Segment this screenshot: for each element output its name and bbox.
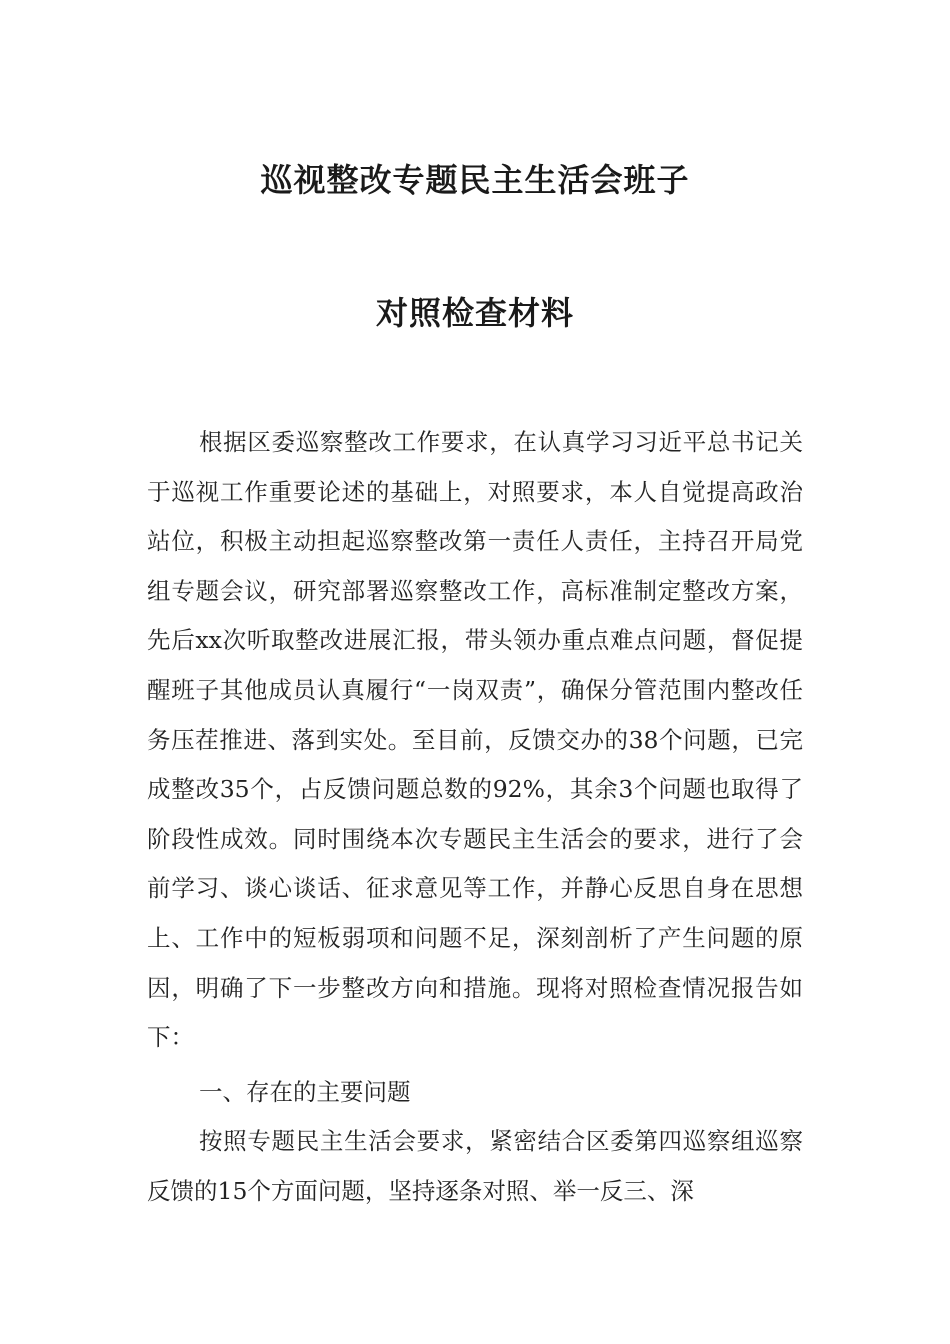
- document-title-line1: 巡视整改专题民主生活会班子: [260, 161, 690, 199]
- section-heading-problems: 一、存在的主要问题: [199, 1078, 411, 1106]
- intro-paragraph: 根据区委巡察整改工作要求，在认真学习习近平总书记关于巡视工作重要论述的基础上，对照要求，本人自觉提高政治站位，积极主动担起巡察整改第一责任人责任，主持召开局党组专题会议，研究部署巡察整改工作，高标准制定整改方案，先后xx次听取整改进展汇报，带头领办重点难点问题，督促提醒班子其他成员认真履行“一岗双责”，确保分管范围内整改任务压茬推进、落到实处。至目前，反馈交办的38个问题，已完成整改35个，占反馈问题总数的92%，其余3个问题也取得了阶段性成效。同时围绕本次专题民主生活会的要求，进行了会前学习、谈心谈话、征求意见等工作，并静心反思自身在思想上、工作中的短板弱项和问题不足，深刻剖析了产生问题的原因，明确了下一步整改方向和措施。现将对照检查情况报告如下：: [147, 428, 803, 1052]
- problems-paragraph: 按照专题民主生活会要求，紧密结合区委第四巡察组巡察反馈的15个方面问题，坚持逐条对照、举一反三、深: [147, 1127, 803, 1205]
- document-title-line2: 对照检查材料: [375, 294, 574, 332]
